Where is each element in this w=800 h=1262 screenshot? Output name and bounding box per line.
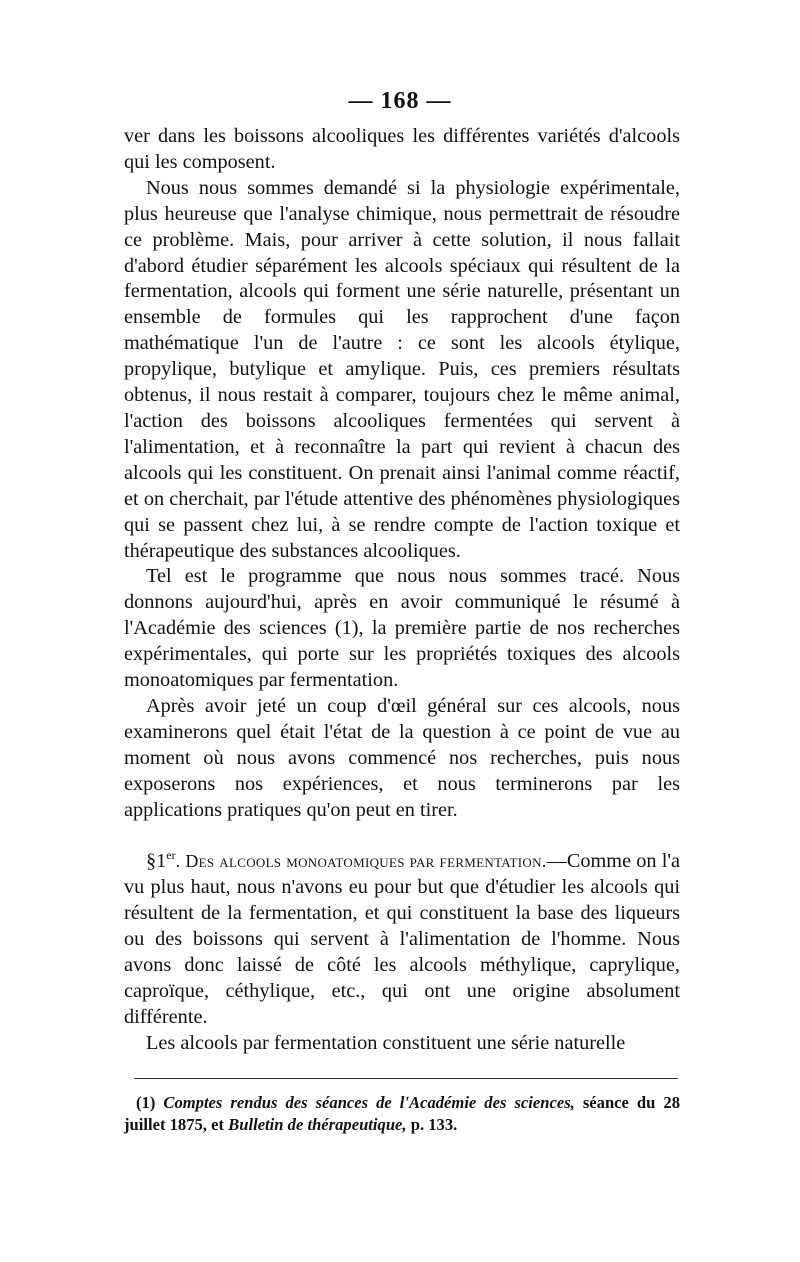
footnote-divider xyxy=(134,1078,678,1079)
section-number: §1 xyxy=(146,850,167,873)
footnote-journal: Bulletin de thérapeutique, xyxy=(228,1115,407,1134)
footnote-paragraph xyxy=(124,1092,680,1136)
section-heading: . Des alcools monoatomiques par fermentation. xyxy=(175,851,547,872)
main-text xyxy=(124,124,680,1057)
paragraph-programme: Tel est le programme que nous nous sommes tracé. Nous donnons aujourd'hui, après en avoir communiqué le résumé à l'Académie des sciences (1), la première partie de nos recherches expérimentales, qui porte sur les propriétés toxiques des alcools monoatomiques par fermentation. xyxy=(124,565,680,692)
footnote xyxy=(124,1092,680,1136)
footnote-marker: (1) xyxy=(136,1093,156,1112)
footnote-title: Comptes rendus des séances de l'Académie des sciences, xyxy=(163,1093,575,1112)
paragraph-apercu: Après avoir jeté un coup d'œil général sur ces alcools, nous examinerons quel était l'état de la question à ce point de vue au moment où nous avons commencé nos recherches, puis nous exposerons nos expériences, et nous terminerons par les applications pratiques qu'on peut en tirer. xyxy=(124,694,680,821)
footnote-page: p. 133. xyxy=(410,1115,458,1134)
section-paragraph xyxy=(124,849,680,1030)
page-number: — 168 — xyxy=(348,88,452,114)
section-text: —Comme on l'a vu plus haut, nous n'avons eu pour but que d'étudier les alcools qui résultent de la fermentation, et qui constituent la base des liqueurs ou des boissons qui servent à l'alimentation de l'homme. Nous avons donc laissé de côté les alcools méthylique, caprylique, caproïque, céthylique, etc., qui ont une origine absolument différente. xyxy=(124,850,681,1028)
paragraph-continuation: ver dans les boissons alcooliques les différentes variétés d'alcools qui les composent. xyxy=(124,125,680,173)
paragraph-serie-naturelle: Les alcools par fermentation constituent une série naturelle xyxy=(146,1031,626,1054)
section-superscript: er xyxy=(166,848,176,863)
footnote-date: séance du 28 juillet 1875, et xyxy=(124,1093,680,1134)
paragraph-physiologie: Nous nous sommes demandé si la physiologie expérimentale, plus heureuse que l'analyse chimique, nous permettrait de résoudre ce problème. Mais, pour arriver à cette solution, il nous fallait d'abord étudier séparément les alcools spéciaux qui résultent de la fermentation, alcools qui forment une série naturelle, présentant un ensemble de formules qui les rapprochent d'une façon mathématique l'un de l'autre : ce sont les alcools étylique, propylique, butylique et amylique. Puis, ces premiers résultats obtenus, il nous restait à comparer, toujours chez le même animal, l'action des boissons alcooliques fermentées qui servent à l'alimentation, et à reconnaître la part qui revient à chacun des alcools qui les constituent. On prenait ainsi l'animal comme réactif, et on cherchait, par l'étude attentive des phénomènes physiologiques qui se passent chez lui, à se rendre compte de l'action toxique et thérapeutique des substances alcooliques. xyxy=(124,176,680,562)
